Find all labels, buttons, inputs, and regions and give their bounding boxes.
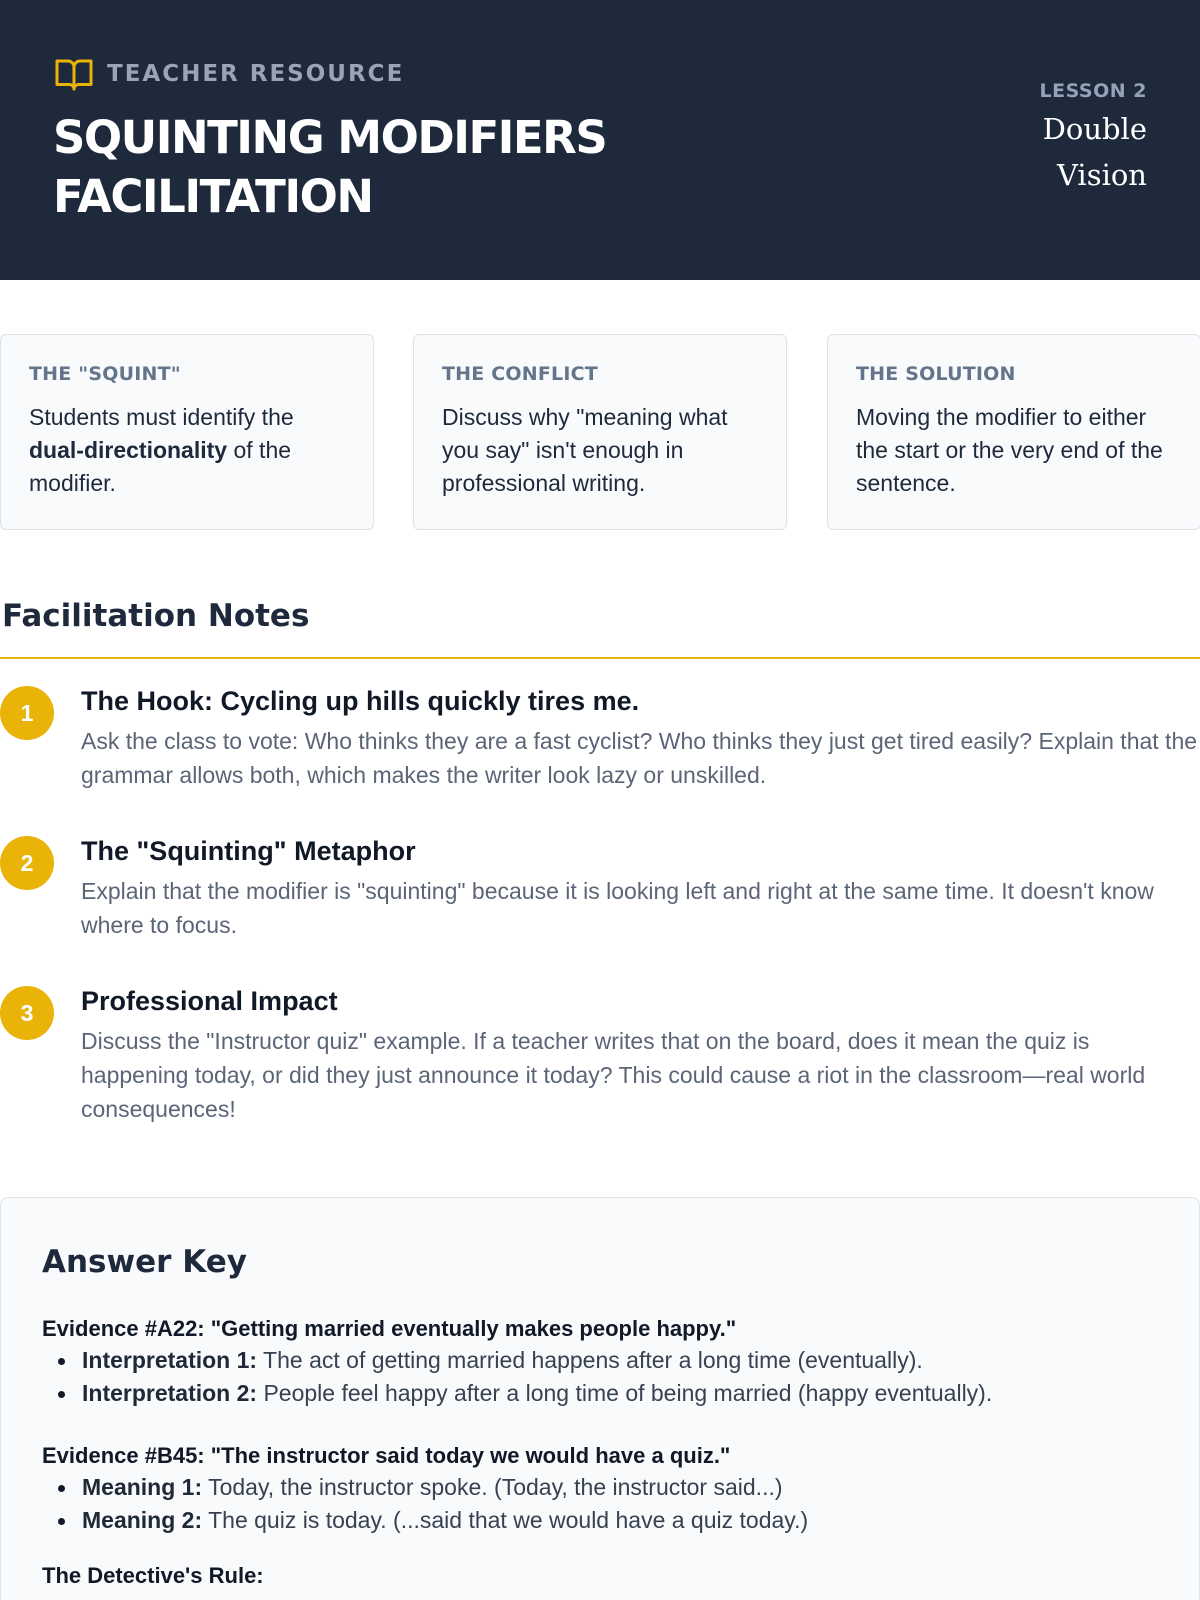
step-number-badge: 1 bbox=[0, 686, 54, 740]
card-body bbox=[29, 401, 345, 500]
evidence-heading: Evidence #A22: "Getting married eventually makes people happy." bbox=[42, 1316, 737, 1341]
facilitation-notes-title: Facilitation Notes bbox=[2, 598, 310, 634]
step-number-badge: 3 bbox=[0, 986, 54, 1040]
item-text: People feel happy after a long time of being married (happy eventually). bbox=[257, 1380, 993, 1406]
lesson-name: Double Vision bbox=[1042, 112, 1147, 192]
note-title: The "Squinting" Metaphor bbox=[81, 836, 416, 866]
card-text: of the modifier. bbox=[29, 437, 292, 496]
item-label: Interpretation 2: bbox=[82, 1380, 258, 1406]
book-open-icon bbox=[55, 56, 93, 92]
page-title: SQUINTING MODIFIERS FACILITATION bbox=[53, 111, 607, 223]
evidence-heading: Evidence #B45: "The instructor said today we would have a quiz." bbox=[42, 1443, 731, 1468]
evidence-list bbox=[42, 1344, 992, 1410]
note-body: Discuss the "Instructor quiz" example. If a teacher writes that on the board, does it mean the quiz is happening today, or did they just announce it today? This could cause a riot in the classroom—real world consequences! bbox=[81, 1028, 1146, 1122]
note-body: Explain that the modifier is "squinting" because it is looking left and right at the same time. It doesn't know where to focus. bbox=[81, 878, 1154, 938]
note-title: Professional Impact bbox=[81, 986, 338, 1016]
card-text: Students must identify the bbox=[29, 404, 294, 430]
concept-card-squint bbox=[0, 334, 374, 530]
concept-card-solution bbox=[827, 334, 1200, 530]
card-body: Moving the modifier to either the start or the very end of the sentence. bbox=[856, 404, 1163, 496]
item-text: The act of getting married happens after a long time (eventually). bbox=[257, 1347, 923, 1373]
evidence-list bbox=[42, 1471, 808, 1537]
section-divider bbox=[0, 657, 1200, 659]
item-label: Interpretation 1: bbox=[82, 1347, 258, 1373]
item-label: Meaning 1: bbox=[82, 1474, 203, 1500]
item-label: Meaning 2: bbox=[82, 1507, 203, 1533]
answer-key-panel bbox=[0, 1197, 1200, 1600]
lesson-badge bbox=[1037, 80, 1147, 198]
list-item bbox=[42, 1344, 992, 1377]
list-item bbox=[42, 1504, 808, 1537]
note-body: Ask the class to vote: Who thinks they are a fast cyclist? Who thinks they just get tired easily? Explain that the grammar allows both, which makes the writer look lazy or unskilled. bbox=[81, 728, 1198, 788]
page-header bbox=[0, 0, 1200, 280]
concept-card-conflict bbox=[413, 334, 787, 530]
concept-cards bbox=[0, 334, 1200, 530]
card-label: THE CONFLICT bbox=[442, 363, 598, 385]
answer-key-title: Answer Key bbox=[42, 1244, 247, 1280]
lesson-label: LESSON 2 bbox=[1039, 80, 1147, 102]
eyebrow-text: TEACHER RESOURCE bbox=[107, 61, 405, 87]
card-label: THE "SQUINT" bbox=[29, 363, 181, 385]
item-text: The quiz is today. (...said that we would have a quiz today.) bbox=[202, 1507, 809, 1533]
item-text: Today, the instructor spoke. (Today, the instructor said...) bbox=[202, 1474, 783, 1500]
list-item bbox=[42, 1377, 992, 1410]
list-item bbox=[42, 1471, 808, 1504]
card-label: THE SOLUTION bbox=[856, 363, 1016, 385]
step-number-badge: 2 bbox=[0, 836, 54, 890]
detectives-rule-heading: The Detective's Rule: bbox=[42, 1563, 264, 1588]
card-body: Discuss why "meaning what you say" isn't enough in professional writing. bbox=[442, 404, 728, 496]
eyebrow bbox=[55, 56, 404, 92]
note-title: The Hook: Cycling up hills quickly tires me. bbox=[81, 686, 640, 716]
card-emphasis: dual-directionality bbox=[29, 437, 228, 463]
